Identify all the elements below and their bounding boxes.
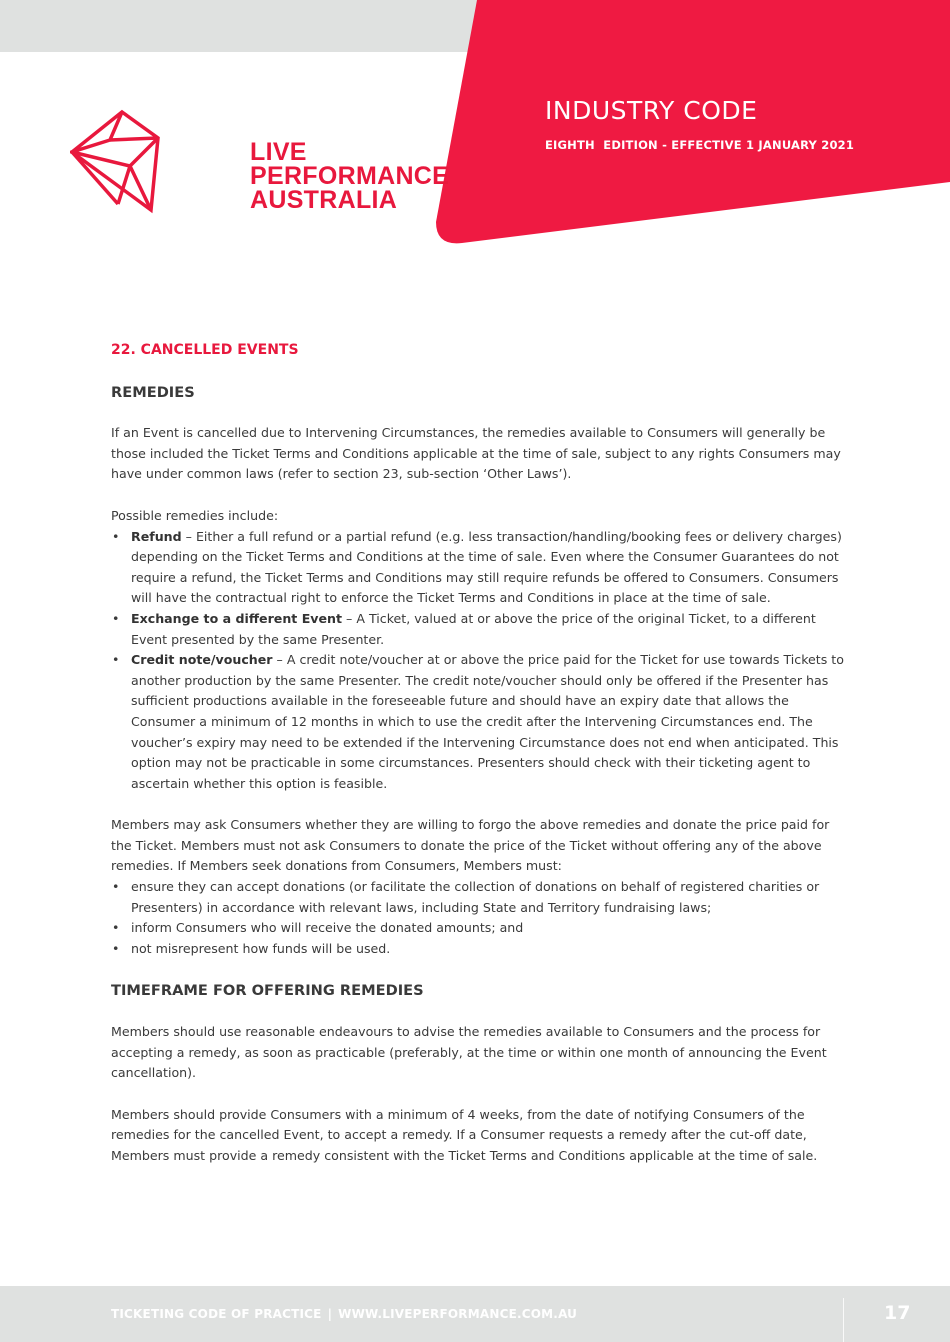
logo-line-performance: PERFORMANCE xyxy=(250,162,450,190)
footer-publication: TICKETING CODE OF PRACTICE xyxy=(111,1307,322,1321)
remedy-text: – A Ticket, valued at or above the price of the original Ticket, to a different Event presented by the same Presenter. xyxy=(131,610,816,647)
section-title: 22. CANCELLED EVENTS xyxy=(111,342,299,358)
remedy-text: – A credit note/voucher at or above the price paid for the Ticket for use towards Tickets to another production by the same Presenter. The credit note/voucher should only be offered if the Presenter has sufficient productions available in the foreseeable future and should have an expiry date that allows the Consumer a minimum of 12 months in which to use the credit after the Intervening Circumstances end. The voucher’s expiry may need to be extended if the Intervening Circumstance does not end when anticipated. This option may not be practicable in some circumstances. Presenters should check with their ticketing agent to ascertain whether this option is feasible. xyxy=(131,652,844,791)
logo-line-australia: AUSTRALIA xyxy=(250,186,398,214)
bullet: • xyxy=(112,940,120,956)
list-item xyxy=(111,527,851,609)
star-icon xyxy=(70,108,170,218)
remedy-term: Refund xyxy=(131,528,182,544)
page-number: 17 xyxy=(884,1302,911,1324)
footer-text xyxy=(111,1307,577,1321)
possible-remedies-label: Possible remedies include: xyxy=(111,507,279,523)
remedies-list xyxy=(111,527,851,795)
rule-text: inform Consumers who will receive the donated amounts; and xyxy=(131,920,524,936)
bullet: • xyxy=(112,610,120,626)
logo-line-live: LIVE xyxy=(250,138,307,166)
remedy-term: Credit note/voucher xyxy=(131,652,273,668)
list-item xyxy=(111,877,851,918)
intro-paragraph: If an Event is cancelled due to Intervening Circumstances, the remedies available to Consumers will generally be those included the Ticket Terms and Conditions applicable at the time of sale, subject to any rights Consumers may have under common laws (refer to section 23, sub-section ‘Other Laws’). xyxy=(111,425,841,482)
list-item xyxy=(111,609,851,650)
list-item xyxy=(111,650,851,794)
header-title: INDUSTRY CODE xyxy=(545,96,758,125)
footer-website-link[interactable]: WWW.LIVEPERFORMANCE.COM.AU xyxy=(338,1307,578,1321)
company-logo xyxy=(70,108,450,218)
bullet: • xyxy=(112,879,120,895)
donation-rules-list xyxy=(111,877,851,959)
footer-divider xyxy=(843,1298,844,1342)
rule-text: ensure they can accept donations (or facilitate the collection of donations on behalf of registered charities or Presenters) in accordance with relevant laws, including State and Territory fundraising laws; xyxy=(131,879,820,915)
bullet: • xyxy=(112,528,120,544)
remedy-term: Exchange to a different Event xyxy=(131,610,343,626)
timeframe-paragraph-1: Members should use reasonable endeavours to advise the remedies available to Consumers and the process for accepting a remedy, as soon as practicable (preferably, at the time or within one month of announcing the Event cancellation). xyxy=(111,1024,827,1081)
timeframe-paragraph-2: Members should provide Consumers with a minimum of 4 weeks, from the date of notifying Consumers of the remedies for the cancelled Event, to accept a remedy. If a Consumer requests a remedy after the cut-off date, Members must provide a remedy consistent with the Ticket Terms and Conditions applicable at the time of sale. xyxy=(111,1106,818,1163)
list-item xyxy=(111,939,851,960)
footer-separator: | xyxy=(327,1307,333,1321)
remedies-heading: REMEDIES xyxy=(111,383,195,401)
bullet: • xyxy=(112,652,120,668)
rule-text: not misrepresent how funds will be used. xyxy=(131,940,391,956)
timeframe-heading: TIMEFRAME FOR OFFERING REMEDIES xyxy=(111,982,424,1000)
donations-paragraph: Members may ask Consumers whether they are willing to forgo the above remedies and donate the price paid for the Ticket. Members must not ask Consumers to donate the price of the Ticket without offering any of the above remedies. If Members seek donations from Consumers, Members must: xyxy=(111,817,830,874)
list-item xyxy=(111,918,851,939)
remedy-text: – Either a full refund or a partial refund (e.g. less transaction/handling/booking fees or delivery charges) depending on the Ticket Terms and Conditions at the time of sale. Even where the Consumer Guarantees do not require a refund, the Ticket Terms and Conditions may still require refunds be offered to Consumers. Consumers will have the contractual right to enforce the Ticket Terms and Conditions in place at the time of sale. xyxy=(131,528,842,606)
document-body xyxy=(111,340,851,1167)
page-footer xyxy=(0,1286,950,1342)
header-subtitle: EIGHTH EDITION - EFFECTIVE 1 JANUARY 2021 xyxy=(545,138,855,152)
bullet: • xyxy=(112,920,120,936)
